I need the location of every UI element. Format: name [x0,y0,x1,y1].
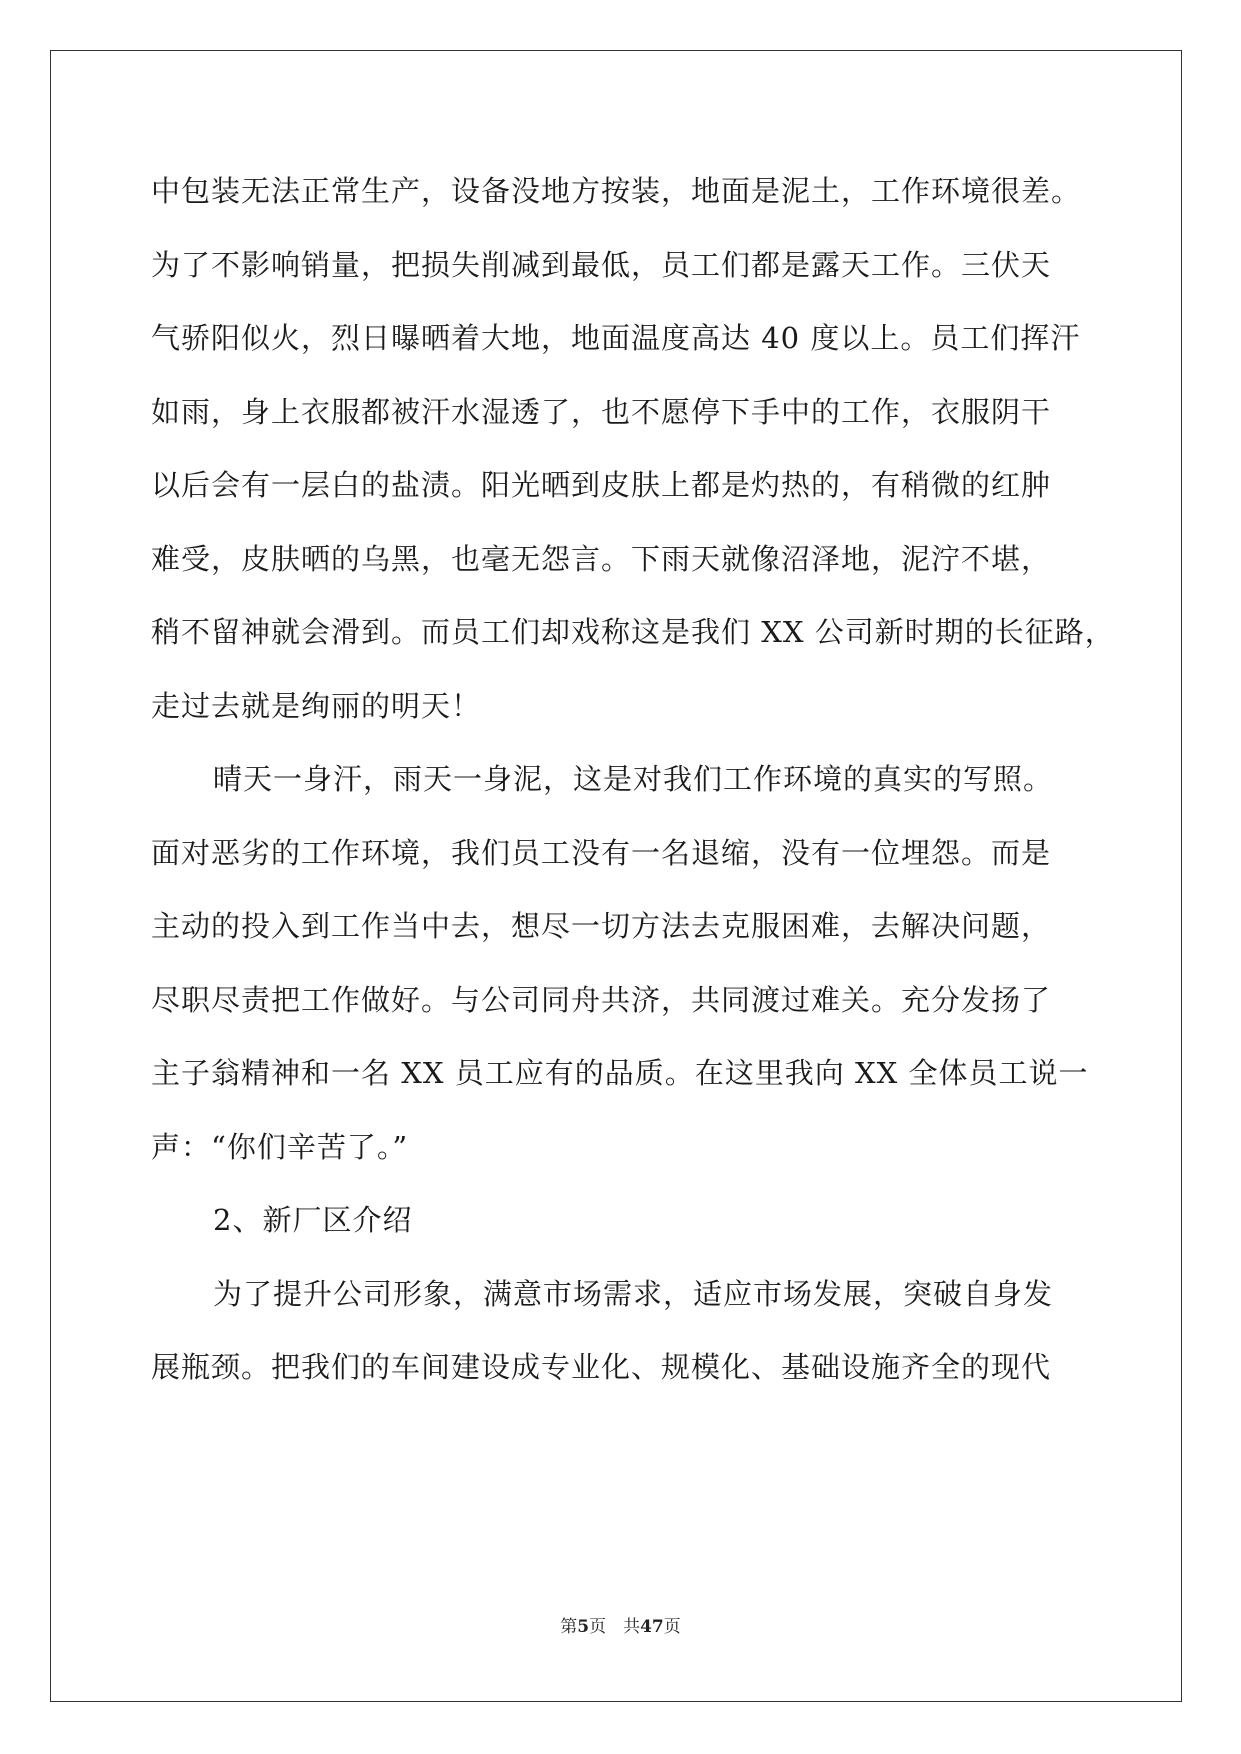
footer-prefix: 第 [560,1617,578,1637]
text-line: 走过去就是绚丽的明天！ [151,688,482,723]
page-footer [0,1612,1241,1637]
text-line: 主动的投入到工作当中去，想尽一切方法去克服困难，去解决问题， [151,909,1052,943]
footer-suffix: 页 [663,1617,681,1637]
footer-middle: 页 共 [589,1617,641,1637]
text-line: 以后会有一层白的盐渍。阳光晒到皮肤上都是灼热的，有稍微的红肿 [151,468,1052,502]
text-line: 为了不影响销量，把损失削减到最低，员工们都是露天工作。三伏天 [151,247,1052,282]
document-body [151,155,1115,1405]
text-line: 主子翁精神和一名 XX 员工应有的品质。在这里我向 XX 全体员工说一 [151,1056,1089,1090]
text-line: 如雨，身上衣服都被汗水湿透了，也不愿停下手中的工作，衣服阴干 [151,394,1052,429]
text-line: 声：“你们辛苦了。” [151,1129,409,1164]
text-line: 晴天一身汗，雨天一身泥，这是对我们工作环境的真实的写照。 [213,762,1054,796]
total-page-count: 47 [640,1617,664,1637]
text-line: 尽职尽责把工作做好。与公司同舟共济，共同渡过难关。充分发扬了 [151,982,1052,1017]
text-line: 稍不留神就会滑到。而员工们却戏称这是我们 XX 公司新时期的长征路， [151,615,1115,649]
text-line: 展瓶颈。把我们的车间建设成专业化、规模化、基础设施齐全的现代 [151,1350,1052,1384]
text-line: 难受，皮肤晒的乌黑，也毫无怨言。下雨天就像沼泽地，泥泞不堪， [151,541,1052,576]
text-line: 为了提升公司形象，满意市场需求，适应市场发展，突破自身发 [213,1276,1054,1311]
text-line: 中包装无法正常生产，设备没地方按装，地面是泥土，工作环境很差。 [151,174,1082,208]
text-line: 面对恶劣的工作环境，我们员工没有一名退缩，没有一位埋怨。而是 [151,835,1052,870]
text-line: 气骄阳似火，烈日曝晒着大地，地面温度高达 40 度以上。员工们挥汗 [151,321,1081,355]
text-line: 2、新厂区介绍 [213,1203,413,1237]
current-page-number: 5 [577,1617,590,1637]
